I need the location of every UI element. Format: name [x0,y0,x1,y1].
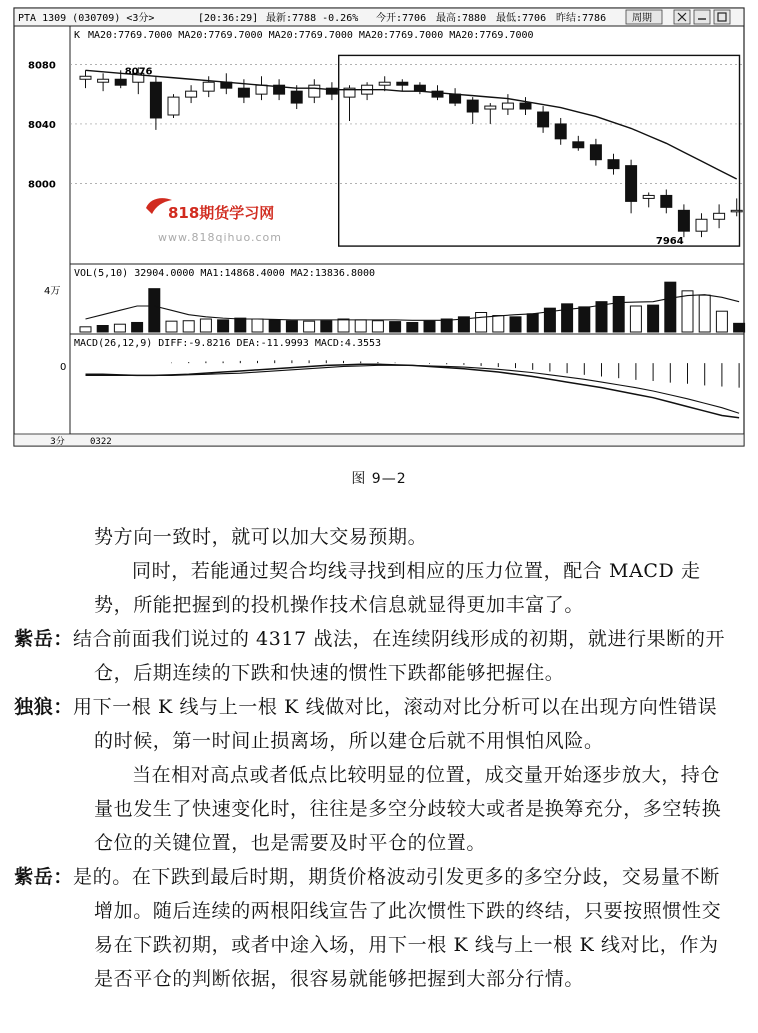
volume-bar [441,319,452,332]
chart-svg [0,0,758,452]
bullish-candle [98,79,109,82]
kline-chart-figure [0,0,758,452]
volume-bar [407,322,418,332]
volume-bar [321,321,332,332]
bullish-candle [643,195,654,198]
bearish-candle [115,79,126,85]
prev-close-label: 昨结:7786 [556,13,607,24]
bearish-candle [414,85,425,91]
close-icon[interactable] [674,10,690,24]
bullish-candle [714,213,725,219]
bearish-candle [291,91,302,103]
volume-bar [269,320,280,332]
volume-bar [132,322,143,332]
volume-bar [372,321,383,332]
volume-bar [235,318,246,332]
paragraph-4 [14,690,730,758]
paragraph-3-text: 结合前面我们说过的 4317 战法，在连续阴线形成的初期，就进行果断的开仓，后期连续的下跌和快速的惯性下跌都能够把握住。 [73,628,726,684]
low-label: 最低:7706 [496,13,547,24]
volume-bar [355,320,366,332]
paragraph-4-text: 用下一根 K 线与上一根 K 线做对比，滚动对比分析可以在出现方向性错误的时候，第一时间止损离场，所以建仓后就不用惧怕风险。 [73,696,718,752]
bearish-candle [467,100,478,112]
bullish-candle [186,91,197,97]
speaker-ziyue-1: 紫岳： [14,628,74,650]
volume-bar [200,319,211,332]
volume-bar [252,319,263,332]
bearish-candle [450,94,461,103]
volume-bar [699,295,710,332]
volume-bar [665,282,676,332]
speaker-dulang: 独狼： [14,696,74,718]
bearish-candle [238,88,249,97]
volume-bar [338,319,349,332]
symbol-label: PTA 1309 (030709) <3分> [18,13,155,24]
paragraph-1-text: 势方向一致时，就可以加大交易预期。 [94,526,428,548]
volume-bar [424,321,435,332]
footer-date: 0322 [90,437,112,447]
bearish-candle [608,160,619,169]
bearish-candle [150,82,161,118]
paragraph-5 [94,758,730,860]
volume-bar [630,306,641,332]
bearish-candle [626,166,637,202]
volume-bar [390,322,401,332]
paragraph-5-text: 当在相对高点或者低点比较明显的位置，成交量开始逐步放大，持仓量也发生了快速变化时，往往是多空分歧较大或者是换筹充分，多空转换仓位的关键位置，也是需要及时平仓的位置。 [94,764,722,854]
bullish-candle [309,85,320,97]
volume-bar [97,326,108,333]
price-tick-label: 8000 [28,179,56,191]
volume-bar [476,313,487,333]
volume-bar [286,321,297,332]
volume-bar [562,304,573,332]
volume-bar [579,307,590,332]
bullish-candle [696,219,707,231]
bullish-candle [502,103,513,109]
paragraph-6 [14,860,730,996]
volume-axis-label: 4万 [44,286,61,297]
bearish-candle [661,195,672,207]
footer-bar [14,434,744,446]
volume-bar [716,311,727,332]
high-label: 最高:7880 [436,13,487,24]
bearish-candle [538,112,549,127]
volume-bar [114,324,125,332]
macd-legend: MACD(26,12,9) DIFF:-9.8216 DEA:-11.9993 MACD:4.3553 [74,338,382,349]
footer-period: 3分 [50,437,65,447]
paragraph-3 [14,622,730,690]
bearish-candle [397,82,408,85]
volume-bar [493,316,504,332]
period-button-label: 周期 [632,13,652,24]
macd-axis-label: 0 [60,362,67,373]
bullish-candle [485,106,496,109]
volume-bar [149,289,160,332]
maximize-icon[interactable] [714,10,730,24]
time-label: [20:36:29] [198,13,259,24]
volume-bar [80,327,91,332]
minimize-icon[interactable] [694,10,710,24]
bearish-candle [555,124,566,139]
bearish-candle [520,103,531,109]
volume-bar [613,296,624,332]
k-label: K [74,30,81,41]
volume-bar [734,323,745,332]
paragraph-6-text: 是的。在下跌到最后时期，期货价格波动引发更多的多空分歧，交易量不断增加。随后连续的两根阳线宣告了此次惯性下跌的终结，只要按照惯性交易在下跌初期，或者中途入场，用下一根 K 线与上一根 K 线对比，作为是否平仓的判断依据，很容易就能够把握到大部分行情。 [73,866,722,990]
volume-bar [304,321,315,332]
volume-bar [218,320,229,332]
volume-bar [166,321,177,332]
ma-legend: MA20:7769.7000 MA20:7769.7000 MA20:7769.7000 MA20:7769.7000 MA20:7769.7000 [88,30,534,41]
bearish-candle [573,142,584,148]
volume-bar [183,321,194,332]
volume-bar [648,305,659,332]
volume-bar [510,317,521,332]
paragraph-1 [94,520,724,554]
paragraph-2 [94,554,730,622]
bearish-candle [590,145,601,160]
volume-bar [682,291,693,332]
paragraph-2-text: 同时，若能通过契合均线寻找到相应的压力位置，配合 MACD 走势，所能把握到的投机操作技术信息就显得更加丰富了。 [94,560,701,616]
bullish-candle [203,82,214,91]
high-annotation: 8076 [124,66,153,78]
watermark-brand: 818期货学习网 [168,204,275,222]
price-tick-label: 8040 [28,119,56,131]
watermark-url: www.818qihuo.com [158,231,282,244]
low-annotation: 7964 [655,236,684,248]
bullish-candle [731,210,742,212]
open-label: 今开:7706 [376,13,427,24]
figure-caption: 图 9—2 [351,471,407,487]
bullish-candle [80,76,91,79]
volume-legend: VOL(5,10) 32904.0000 MA1:14868.4000 MA2:13836.8000 [74,268,376,279]
bullish-candle [256,85,267,94]
bullish-candle [379,82,390,85]
speaker-ziyue-2: 紫岳： [14,866,74,888]
bearish-candle [678,210,689,231]
price-tick-label: 8080 [28,60,56,72]
volume-bar [527,314,538,332]
bullish-candle [168,97,179,115]
latest-label: 最新:7788 -0.26% [266,13,359,24]
